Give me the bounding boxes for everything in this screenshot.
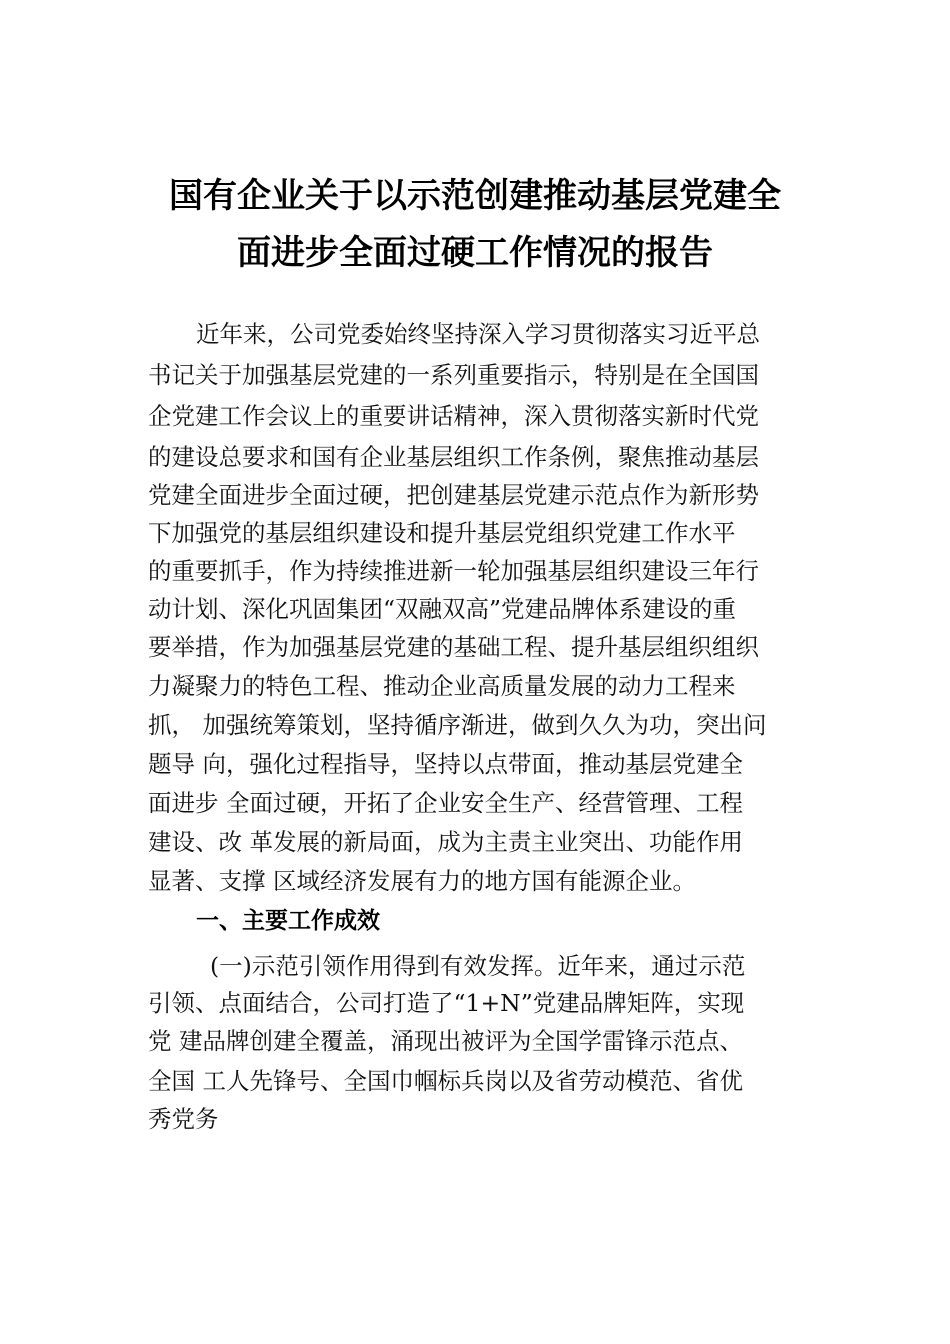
document-title-line-2: 面进步全面过硬工作情况的报告: [237, 233, 713, 273]
paragraph1-line: 的建设总要求和国有企业基层组织工作条例，聚焦推动基层: [148, 443, 759, 471]
paragraph1-line: 题导 向，强化过程指导，坚持以点带面，推动基层党建全: [148, 750, 743, 778]
paragraph2-line: 全国 工人先锋号、全国巾帼标兵岗以及省劳动模范、省优: [148, 1067, 743, 1095]
paragraph1-line: 抓， 加强统筹策划，坚持循序渐进，做到久久为功，突出问: [148, 711, 767, 739]
paragraph2-line: 引领、点面结合，公司打造了“1+N”党建品牌矩阵，实现: [148, 989, 745, 1017]
paragraph2-line: 秀党务: [148, 1105, 219, 1133]
paragraph1-line: 显著、支撑 区域经济发展有力的地方国有能源企业。: [148, 867, 696, 895]
paragraph1-line: 下加强党的基层组织建设和提升基层党组织党建工作水平: [148, 519, 736, 547]
paragraph1-line: 要举措，作为加强基层党建的基础工程、提升基层组织组织: [148, 633, 759, 661]
paragraph1-line: 面进步 全面过硬，开拓了企业安全生产、经营管理、工程: [148, 789, 743, 817]
paragraph1-line: 企党建工作会议上的重要讲话精神，深入贯彻落实新时代党: [148, 402, 759, 430]
paragraph2-line: 党 建品牌创建全覆盖，涌现出被评为全国学雷锋示范点、: [148, 1027, 743, 1055]
paragraph1-line: 力凝聚力的特色工程、推动企业高质量发展的动力工程来: [148, 672, 736, 700]
paragraph1-line: 党建全面进步全面过硬，把创建基层党建示范点作为新形势: [148, 481, 759, 509]
section-heading: 一、主要工作成效: [196, 908, 380, 934]
paragraph1-line: 建设、改 革发展的新局面，成为主责主业突出、功能作用: [148, 828, 743, 856]
document-title-line-1: 国有企业关于以示范创建推动基层党建全: [169, 176, 781, 216]
paragraph1-line: 书记关于加强基层党建的一系列重要指示，特别是在全国国: [148, 361, 759, 389]
paragraph2-line: (一)示范引领作用得到有效发挥。近年来，通过示范: [210, 952, 746, 980]
paragraph1-line: 近年来，公司党委始终坚持深入学习贯彻落实习近平总: [196, 320, 760, 348]
paragraph1-line: 的重要抓手，作为持续推进新一轮加强基层组织建设三年行: [148, 557, 759, 585]
paragraph1-line: 动计划、深化巩固集团“双融双高”党建品牌体系建设的重: [148, 595, 737, 623]
